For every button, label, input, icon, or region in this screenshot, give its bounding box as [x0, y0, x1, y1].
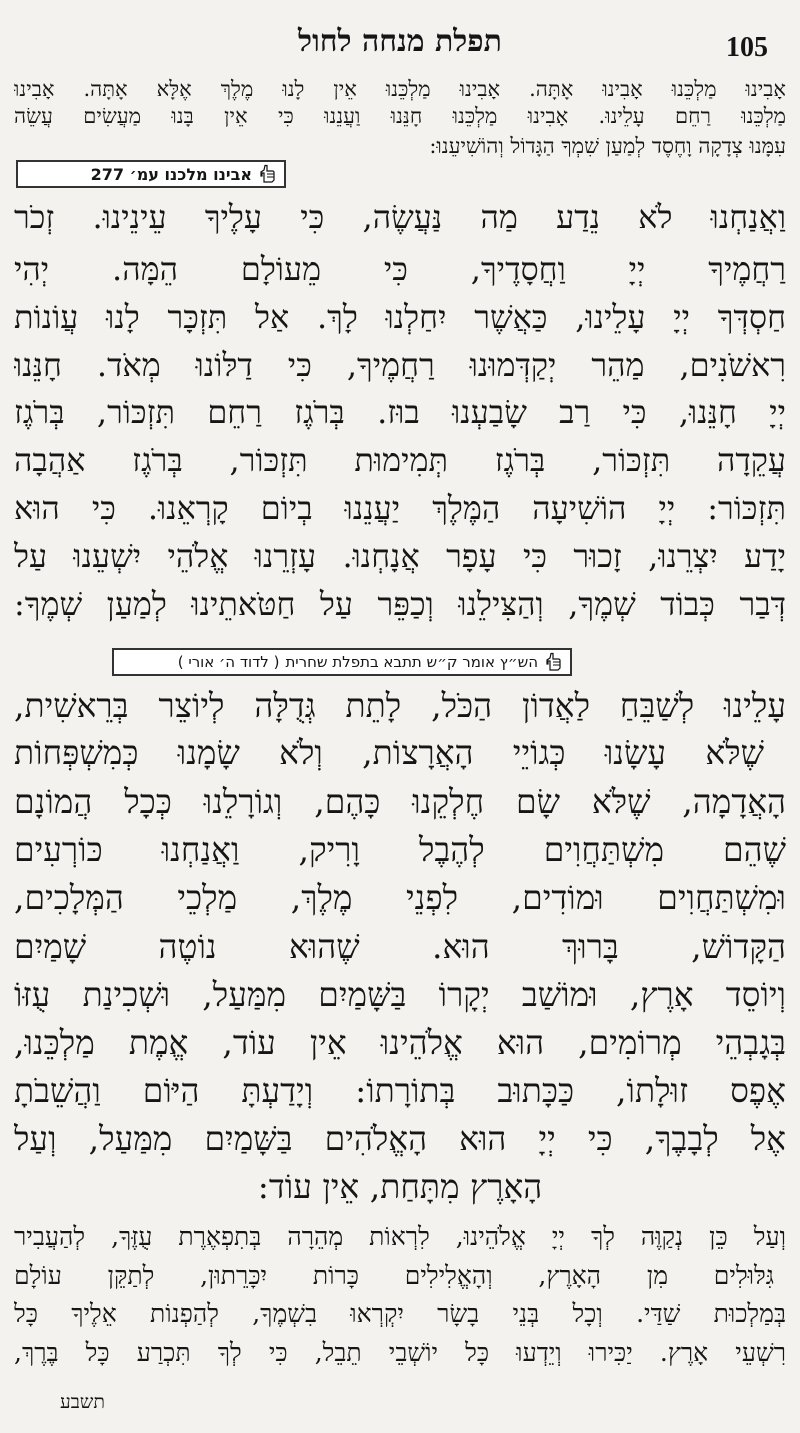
instruction-text: הש״ץ אומר ק״ש תתבא בתפלת שחרית	[285, 653, 538, 671]
avinu-malkenu-line: עִמָּנוּ צְדָקָה וָחֶסֶד לְמַעַן שִׁמְךָ הַגָּדוֹל וְהוֹשִׁיעֵנוּ:	[429, 134, 786, 158]
aleinu-line: אֶל לְבָבֶךָ, כִּי יְיָ הוּא הָאֱלֹהִים בַּשָּׁמַיִם מִמַּעַל, וְעַל	[14, 1119, 786, 1158]
aleinu-line: שֶׁהֵם מִשְׁתַּחֲוִים לְהֶבֶל וָרִיק, וַאֲנַחְנוּ כּוֹרְעִים	[14, 830, 786, 869]
al-ken-line: רִשְׁעֵי אָרֶץ. יַכִּירוּ וְיֵדְעוּ כָּל יוֹשְׁבֵי תֵבֵל, כִּי לְךָ תִּכְרַע כָּל בֶּרֶךְ,	[14, 1338, 786, 1367]
vaanachnu-line: יָדַע יִצְרֵנוּ, זָכוּר כִּי עָפָר אֲנָחְנוּ. עָזְרֵנוּ אֱלֹהֵי יִשְׁעֵנוּ עַל	[14, 537, 786, 575]
aleinu-line: וְיוֹסֵד אָרֶץ, וּמוֹשַׁב יְקָרוֹ בַּשָּׁמַיִם מִמַּעַל, וּשְׁכִינַת עֻזּוֹ	[14, 975, 786, 1014]
al-ken-line: גִּלּוּלִים מִן הָאָרֶץ, וְהָאֱלִילִים כָּרוֹת יִכָּרֵתוּן, לְתַקֵּן עוֹלָם	[14, 1261, 774, 1290]
al-ken-line: וְעַל כֵּן נְקַוֶּה לְךָ יְיָ אֱלֹהֵינוּ, לִרְאוֹת מְהֵרָה בְּתִפְאֶרֶת עֻזֶּךָ, לְהַעֲבִיר	[14, 1222, 786, 1251]
aleinu-line: הָאָרֶץ מִתָּחַת, אֵין עוֹד:	[257, 1167, 543, 1206]
vaanachnu-line: דְּבַר כְּבוֹד שְׁמֶךָ, וְהַצִּילֵנוּ וְכַפֵּר עַל חַטֹּאתֵינוּ לְמַעַן שְׁמֶךָ:	[14, 585, 786, 623]
cross-reference-box[interactable]	[16, 160, 286, 188]
vaanachnu-line: תִּזְכּוֹר: יְיָ הוֹשִׁיעָה הַמֶּלֶךְ יַעֲנֵנוּ בְיוֹם קָרְאֵנוּ. כִּי הוּא	[14, 489, 786, 527]
aleinu-line: שֶׁלֹּא עָשָׂנוּ כְּגוֹיֵי הָאֲרָצוֹת, וְלֹא שָׂמָנוּ כְּמִשְׁפְּחוֹת	[14, 733, 764, 772]
al-ken-line: בְּמַלְכוּת שַׁדַּי. וְכָל בְּנֵי בָשָׂר יִקְרְאוּ בִשְׁמֶךָ, לְהַפְנוֹת אֵלֶיךָ כָּל	[14, 1299, 786, 1328]
aleinu-line: בְּגָבְהֵי מְרוֹמִים, הוּא אֱלֹהֵינוּ אֵין עוֹד, אֱמֶת מַלְכֵּנוּ,	[14, 1023, 786, 1062]
instruction-paren: ( לדוד ה׳ אורי )	[177, 653, 280, 671]
running-title: תפלת מנחה לחול	[298, 24, 502, 59]
aleinu-line: עָלֵינוּ לְשַׁבֵּחַ לַאֲדוֹן הַכֹּל, לָתֵת גְּדֻלָּה לְיוֹצֵר בְּרֵאשִׁית,	[14, 686, 786, 725]
aleinu-line: וּמִשְׁתַּחֲוִים וּמוֹדִים, לִפְנֵי מֶלֶךְ, מַלְכֵי הַמְּלָכִים,	[14, 878, 786, 917]
aleinu-line: אֶפֶס זוּלָתוֹ, כַּכָּתוּב בְּתוֹרָתוֹ: וְיָדַעְתָּ הַיּוֹם וַהֲשֵׁבֹתָ	[14, 1071, 786, 1110]
pointing-hand-icon	[258, 164, 278, 184]
avinu-malkenu-line: אָבִינוּ מַלְכֵּנוּ אָבִינוּ אָתָּה. אָבִינוּ מַלְכֵּנוּ אֵין לָנוּ מֶלֶךְ אֶלָּא אָתָּה. אָבִינוּ	[14, 77, 786, 101]
pointing-hand-icon	[544, 652, 564, 672]
printer-signature-mark: תשבע	[60, 1391, 105, 1413]
vaanachnu-line: עֲקֵדָה תִּזְכּוֹר, בְּרֹגֶז תְּמִימוּת תִּזְכּוֹר, בְּרֹגֶז אַהֲבָה	[14, 441, 786, 479]
avinu-malkenu-line: מַלְכֵּנוּ רַחֵם עָלֵינוּ. אָבִינוּ מַלְכֵּנוּ חָנֵּנוּ וַעֲנֵנוּ כִּי אֵין בָּנוּ מַעֲשִׂים עֲשֵׂה	[14, 104, 786, 128]
aleinu-line: הַקָּדוֹשׁ, בָּרוּךְ הוּא. שֶׁהוּא נוֹטֶה שָׁמַיִם	[14, 927, 786, 966]
vaanachnu-line: וַאֲנַחְנוּ לֹא נֵדַע מַה נַּעֲשֶׂה, כִּי עָלֶיךָ עֵינֵינוּ. זְכֹר	[14, 198, 786, 236]
vaanachnu-line: רַחֲמֶיךָ יְיָ וַחֲסָדֶיךָ, כִּי מֵעוֹלָם הֵמָּה. יְהִי	[14, 250, 786, 288]
page-number: 105	[726, 32, 768, 63]
vaanachnu-line: חַסְדְּךָ יְיָ עָלֵינוּ, כַּאֲשֶׁר יִחַלְנוּ לָךְ. אַל תִּזְכָּר לָנוּ עֲוֹנוֹת	[14, 298, 786, 336]
vaanachnu-line: רִאשֹׁנִים, מַהֵר יְקַדְּמוּנוּ רַחֲמֶיךָ, כִּי דַלּוֹנוּ מְאֹד. חָנֵּנוּ	[14, 346, 786, 384]
vaanachnu-line: יְיָ חָנֵּנוּ, כִּי רַב שָׂבַעְנוּ בוּז. בְּרֹגֶז רַחֵם תִּזְכּוֹר, בְּרֹגֶז	[14, 393, 786, 431]
page-header	[0, 22, 800, 72]
aleinu-line: הָאֲדָמָה, שֶׁלֹּא שָׂם חֶלְקֵנוּ כָּהֶם, וְגוֹרָלֵנוּ כְּכָל הֲמוֹנָם	[14, 782, 786, 821]
instruction-box[interactable]	[112, 648, 572, 676]
cross-reference-text: אבינו מלכנו עמ׳ 277	[90, 164, 252, 184]
